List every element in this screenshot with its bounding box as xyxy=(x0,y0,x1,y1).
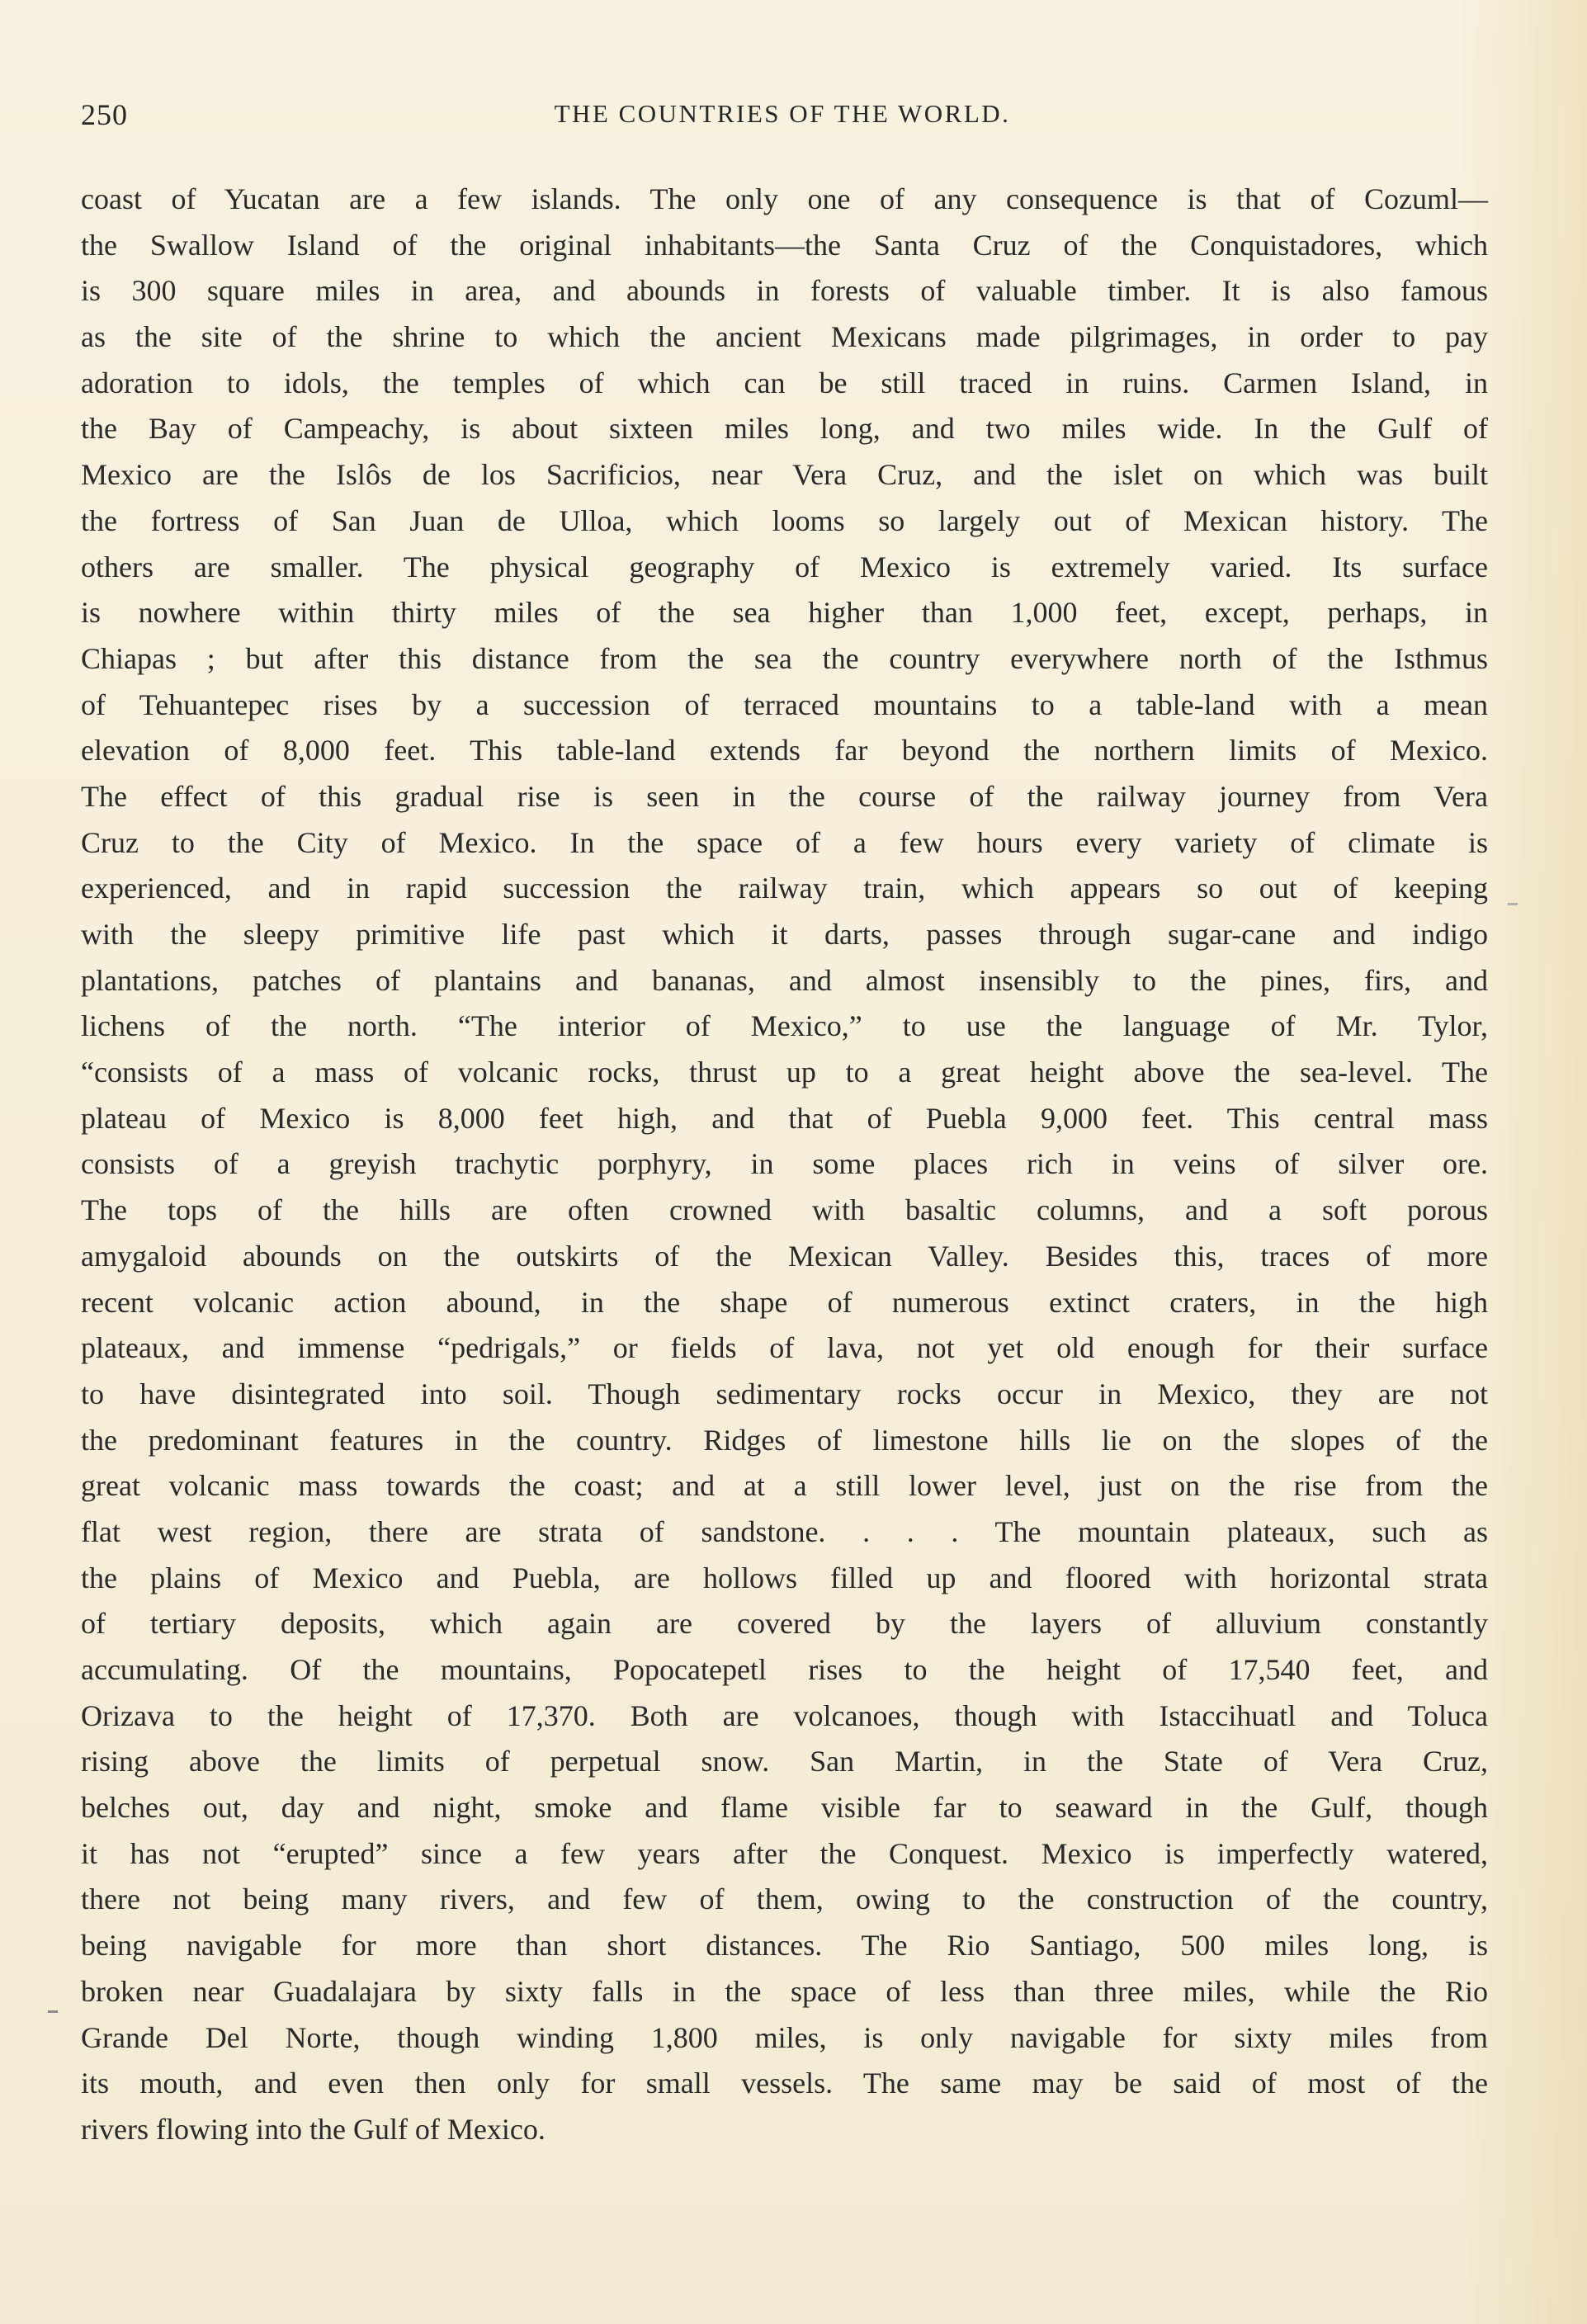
text-line: being navigable for more than short distances. The Rio Santiago, 500 miles long, is xyxy=(81,1929,1488,1963)
text-line: to have disintegrated into soil. Though sedimentary rocks occur in Mexico, they are not xyxy=(81,1377,1488,1410)
text-line: elevation of 8,000 feet. This table-land extends far beyond the northern limits of Mexico. xyxy=(81,734,1488,768)
text-line: Cruz to the City of Mexico. In the space of a few hours every variety of climate is xyxy=(81,825,1488,859)
text-line: it has not “erupted” since a few years after the Conquest. Mexico is imperfectly watered, xyxy=(81,1836,1488,1870)
text-line: is nowhere within thirty miles of the sea higher than 1,000 feet, except, perhaps, in xyxy=(81,596,1488,630)
text-line: Mexico are the Islôs de los Sacrificios, near Vera Cruz, and the islet on which was built xyxy=(81,458,1488,492)
text-line: the predominant features in the country. Ridges of limestone hills lie on the slopes of the xyxy=(81,1423,1488,1457)
text-line: consists of a greyish trachytic porphyry, in some places rich in veins of silver ore. xyxy=(81,1147,1488,1181)
text-line: rivers flowing into the Gulf of Mexico. xyxy=(81,2112,546,2146)
body-text xyxy=(81,177,1488,2153)
text-line: is 300 square miles in area, and abounds in forests of valuable timber. It is also famous xyxy=(81,274,1488,308)
text-line: the Swallow Island of the original inhabitants—the Santa Cruz of the Conquistadores, which xyxy=(81,228,1488,262)
text-line: the plains of Mexico and Puebla, are hollows filled up and floored with horizontal strata xyxy=(81,1561,1488,1594)
text-line: there not being many rivers, and few of them, owing to the construction of the country, xyxy=(81,1882,1488,1916)
text-line: recent volcanic action abound, in the shape of numerous extinct craters, in the high xyxy=(81,1285,1488,1319)
text-line: plateau of Mexico is 8,000 feet high, and that of Puebla 9,000 feet. This central mass xyxy=(81,1101,1488,1135)
text-line: The tops of the hills are often crowned with basaltic columns, and a soft porous xyxy=(81,1193,1488,1227)
text-line: The effect of this gradual rise is seen in the course of the railway journey from Vera xyxy=(81,779,1488,813)
text-line: others are smaller. The physical geography of Mexico is extremely varied. Its surface xyxy=(81,550,1488,583)
text-line: plateaux, and immense “pedrigals,” or fields of lava, not yet old enough for their surface xyxy=(81,1331,1488,1365)
text-line: flat west region, there are strata of sandstone. . . . The mountain plateaux, such as xyxy=(81,1514,1488,1548)
text-line: coast of Yucatan are a few islands. The only one of any consequence is that of Cozuml— xyxy=(81,182,1488,215)
text-line: Orizava to the height of 17,370. Both are volcanoes, though with Istaccihuatl and Toluca xyxy=(81,1698,1488,1732)
text-line: the fortress of San Juan de Ulloa, which looms so largely out of Mexican history. The xyxy=(81,503,1488,537)
running-title: THE COUNTRIES OF THE WORLD. xyxy=(554,99,1011,128)
text-line: with the sleepy primitive life past which it darts, passes through sugar-cane and indigo xyxy=(81,918,1488,951)
text-line: Grande Del Norte, though winding 1,800 miles, is only navigable for sixty miles from xyxy=(81,2020,1488,2054)
text-line: experienced, and in rapid succession the railway train, which appears so out of keeping xyxy=(81,872,1488,905)
text-line: the Bay of Campeachy, is about sixteen miles long, and two miles wide. In the Gulf of xyxy=(81,412,1488,446)
text-line: lichens of the north. “The interior of Mexico,” to use the language of Mr. Tylor, xyxy=(81,1009,1488,1043)
text-line: of Tehuantepec rises by a succession of terraced mountains to a table-land with a mean xyxy=(81,687,1488,721)
running-header xyxy=(81,97,1484,147)
text-line: great volcanic mass towards the coast; and at a still lower level, just on the rise from the xyxy=(81,1469,1488,1503)
text-line: broken near Guadalajara by sixty falls in the space of less than three miles, while the Rio xyxy=(81,1974,1488,2008)
text-line: amygaloid abounds on the outskirts of the Mexican Valley. Besides this, traces of more xyxy=(81,1239,1488,1273)
text-line: its mouth, and even then only for small vessels. The same may be said of most of the xyxy=(81,2067,1488,2100)
text-line: adoration to idols, the temples of which can be still traced in ruins. Carmen Island, in xyxy=(81,366,1488,399)
margin-mark xyxy=(48,2010,58,2013)
text-line: accumulating. Of the mountains, Popocatepetl rises to the height of 17,540 feet, and xyxy=(81,1653,1488,1686)
margin-mark xyxy=(1508,903,1518,905)
text-line: “consists of a mass of volcanic rocks, thrust up to a great height above the sea-level. The xyxy=(81,1056,1488,1089)
text-line: rising above the limits of perpetual snow. San Martin, in the State of Vera Cruz, xyxy=(81,1745,1488,1778)
text-line: as the site of the shrine to which the ancient Mexicans made pilgrimages, in order to pay xyxy=(81,320,1488,354)
text-line: of tertiary deposits, which again are covered by the layers of alluvium constantly xyxy=(81,1607,1488,1641)
text-line: plantations, patches of plantains and bananas, and almost insensibly to the pines, firs, and xyxy=(81,963,1488,997)
text-line: belches out, day and night, smoke and flame visible far to seaward in the Gulf, though xyxy=(81,1791,1488,1825)
page-number: 250 xyxy=(81,98,128,131)
text-line: Chiapas ; but after this distance from the sea the country everywhere north of the Isthmus xyxy=(81,641,1488,675)
